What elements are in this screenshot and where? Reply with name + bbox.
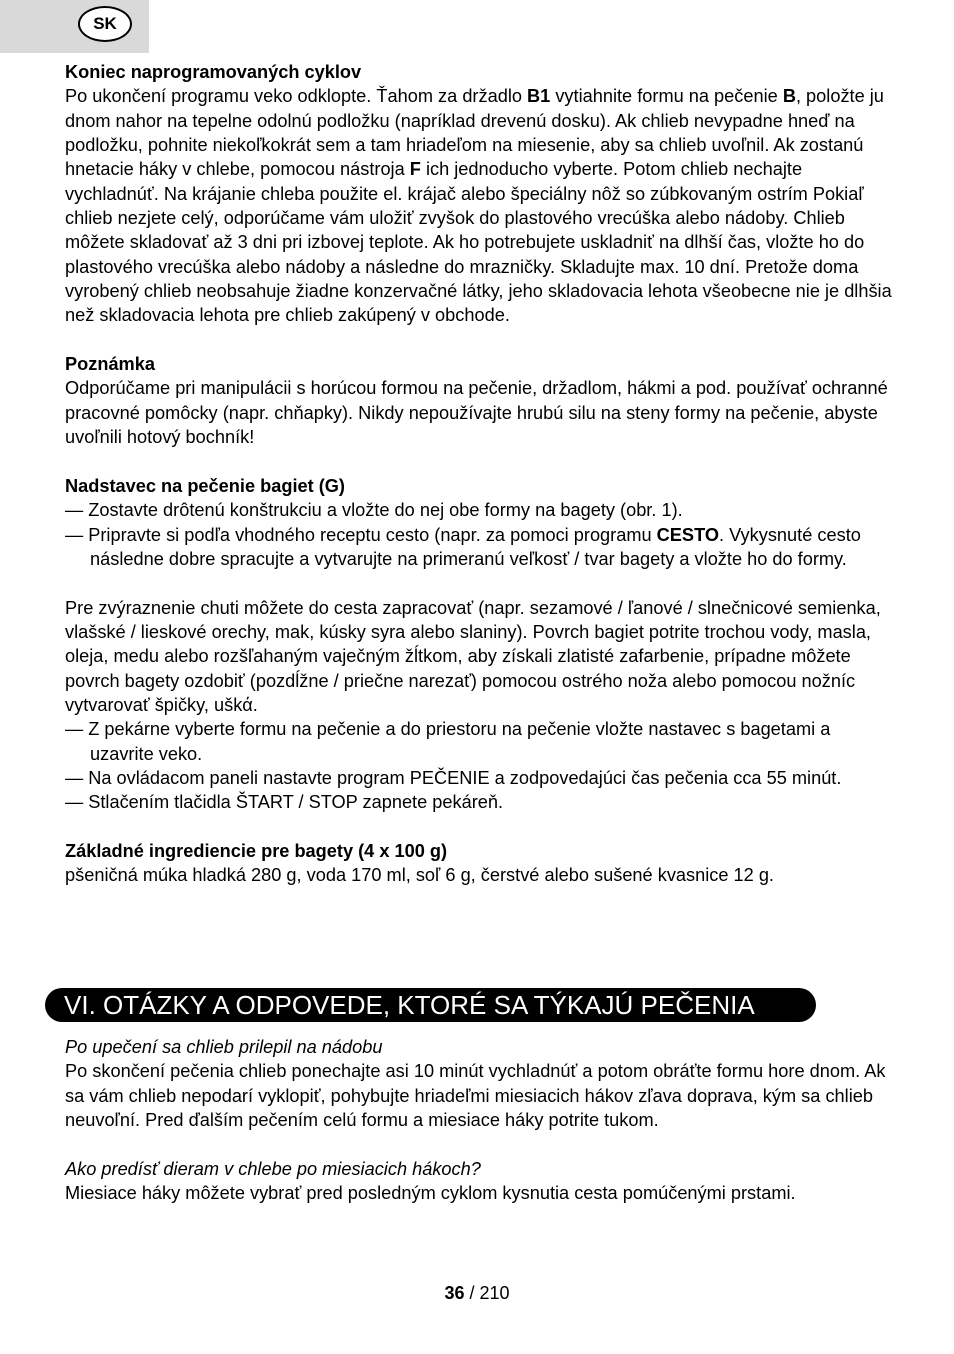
part-ref-f: F [409, 159, 421, 180]
faq-answer: Po skončení pečenia chlieb ponechajte asi 10 minút vychladnúť a potom obráťte formu hore dnom. Ak sa vám chlieb nepodarí vyklopiť, pohybujte hriadeľmi miesiacich hákov zľava doprava, kým sa chlieb neuvoľní. Pred ďalším pečením celú formu a miesiace háky potrite tukom. [65, 1061, 886, 1131]
text-run: , položte ju dnom nahor na tepelne odolnú podložku (napríklad drevenú dosku). Ak chlieb nevypadne hneď na podložku, pohnite niekoľkokrát sem a tam hriadeľom na miesenie, aby sa chlieb uvoľnil. Ak zostanú hnetacie háky v chlebe, pomocou nástroja [65, 86, 884, 180]
language-badge: SK [78, 6, 132, 42]
paragraph-baguette-tips: Pre zvýraznenie chuti môžete do cesta zapracovať (napr. sezamové / ľanové / slnečnicové semienka, vlašské / lieskové orechy, mak, kúsky syra alebo slaniny). Povrch bagiet potrite trochou vody, masla, oleja, medu alebo rozšľahaným vaječným žĺtkom, aby získali zlatisté zafarbenie, prípadne môžete povrch bagety ozdobiť (pozdĺžne / priečne narezať) pomocou ostrého noža alebo pomocou nožníc vytvarovať špičky, uškά. [65, 597, 881, 715]
list-item [65, 523, 895, 572]
paragraph-end-of-cycles [65, 84, 895, 327]
page-number: 36 [444, 1283, 465, 1303]
list-item: — Z pekárne vyberte formu na pečenie a do priestoru na pečenie vložte nastavec s bagetami a uzavrite veko. [65, 719, 831, 764]
language-tab [0, 0, 149, 53]
heading-baguette-attachment: Nadstavec na pečenie bagiet (G) [65, 475, 345, 496]
page-footer [0, 1283, 954, 1304]
faq-content [65, 1035, 895, 1205]
part-ref-b: B [782, 86, 796, 107]
heading-ingredients: Základné ingrediencie pre bagety (4 x 100 g) [65, 841, 448, 861]
program-name: CESTO [656, 524, 719, 545]
text-run: vytiahnite formu na pečenie [550, 86, 783, 107]
list-item: — Zostavte drôtenú konštrukciu a vložte do nej obe formy na bagety (obr. 1). [65, 500, 683, 521]
part-ref-b1: B1 [527, 86, 551, 107]
faq-question: Ako predísť dieram v chlebe po miesiacich hákoch? [65, 1158, 481, 1179]
faq-question: Po upečení sa chlieb prilepil na nádobu [65, 1037, 383, 1057]
section-heading-banner: VI. OTÁZKY A ODPOVEDE, KTORÉ SA TÝKAJÚ PEČENIA [45, 988, 816, 1022]
faq-answer: Miesiace háky môžete vybrať pred posledným cyklom kysnutia cesta pomúčenými prstami. [65, 1183, 796, 1204]
text-run: — Pripravte si podľa vhodného receptu cesto (napr. za pomoci programu [65, 524, 657, 545]
text-run: Po ukončení programu veko odklopte. Ťahom za držadlo [65, 86, 528, 107]
heading-note: Poznámka [65, 354, 155, 375]
paragraph-ingredients: pšeničná múka hladká 280 g, voda 170 ml, soľ 6 g, čerstvé alebo sušené kvasnice 12 g. [65, 865, 774, 886]
paragraph-note: Odporúčame pri manipulácii s horúcou formou na pečenie, držadlom, hákmi a pod. používať ochranné pracovné pomôcky (napr. chňapky). Nikdy nepoužívajte hrubú silu na steny formy na pečenie, abyste uvoľnili hotový bochník! [65, 378, 888, 448]
heading-end-of-cycles: Koniec naprogramovaných cyklov [65, 62, 362, 82]
list-item: — Na ovládacom paneli nastavte program PEČENIE a zodpovedajúci čas pečenia cca 55 minút. [65, 767, 842, 788]
text-run: . Vykysnuté cesto následne dobre spracujte a vytvarujte na primeranú veľkosť / tvar bagety a vložte ho do formy. [90, 524, 861, 569]
main-content [65, 60, 895, 888]
text-run: ich jednoducho vyberte. Potom chlieb nechajte vychladnúť. Na krájanie chleba použite el. krájač alebo špeciálny nôž so zúbkovaným ostrím Pokiaľ chlieb nezjete celý, odporúčame vám uložiť zvyšok do plastového vrecúška alebo nádoby. Chlieb môžete skladovať až 3 dni pri izbovej teplote. Ak ho potrebujete uskladniť na dlhší čas, vložte ho do plastového vrecúška alebo nádoby a následne do mrazničky. Skladujte max. 10 dní. Pretože doma vyrobený chlieb neobsahuje žiadne konzervačné látky, jeho skladovacia lehota všeobecne nie je dlhšia než skladovacia lehota pre chlieb zakúpený v obchode. [65, 159, 892, 326]
page-total: / 210 [464, 1283, 510, 1303]
list-item: — Stlačením tlačidla ŠTART / STOP zapnete pekáreň. [65, 792, 504, 813]
